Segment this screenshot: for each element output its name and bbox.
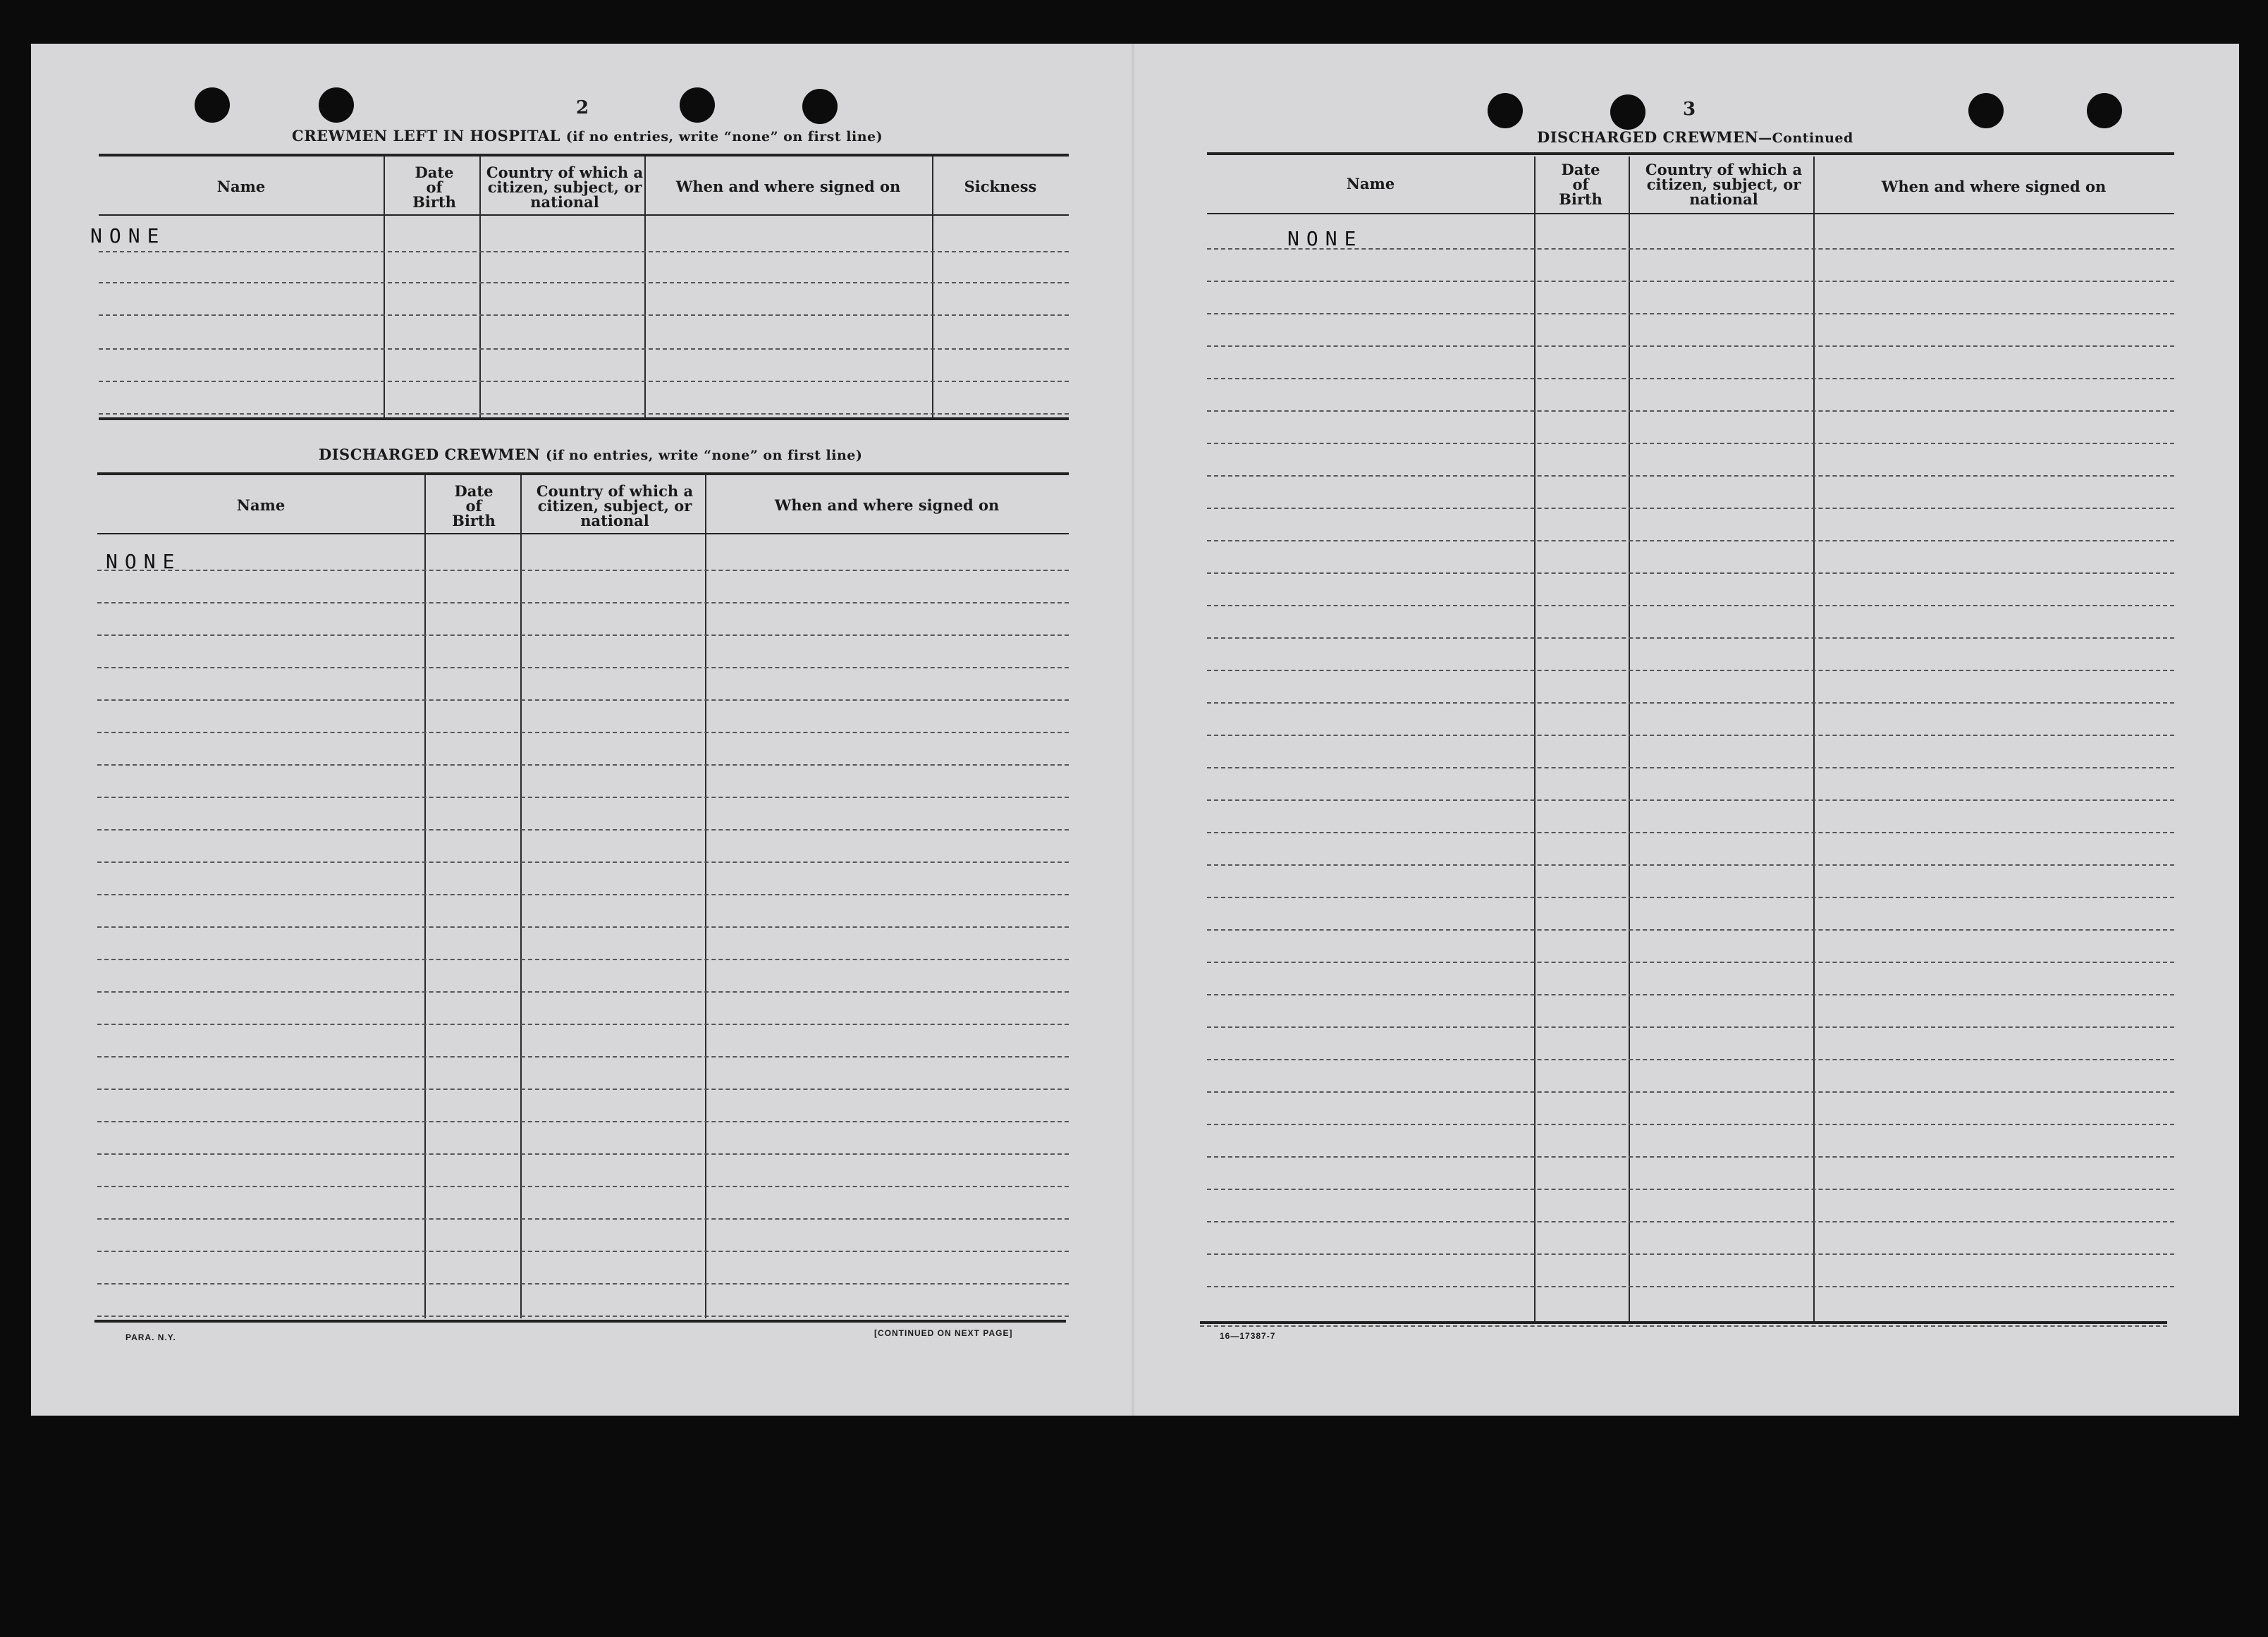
page-fold	[1132, 44, 1134, 1416]
footer-continued-note: [CONTINUED ON NEXT PAGE]	[874, 1328, 1013, 1338]
discharged-continued-title-text: DISCHARGED CREWMEN	[1537, 128, 1759, 146]
discharged-header-dob: Date of Birth	[452, 482, 496, 529]
hospital-title-text: CREWMEN LEFT IN HOSPITAL	[292, 127, 560, 145]
hospital-col-divider	[644, 157, 646, 417]
discharged-entry-none: NONE	[106, 550, 182, 573]
hospital-section-title	[292, 127, 883, 145]
footer-printer-mark: PARA. N.Y.	[125, 1332, 176, 1342]
discharged-continued-suffix: —Continued	[1758, 130, 1853, 146]
discharged-header-rule	[97, 533, 1069, 534]
page-number-right: 3	[1682, 99, 1696, 120]
punch-hole	[319, 87, 354, 123]
page-number-left: 2	[575, 97, 589, 118]
discharged-section-title	[319, 446, 862, 463]
discharged-title-note: (if no entries, write “none” on first line)	[545, 448, 863, 463]
discharged-bottom-rule	[94, 1320, 1066, 1323]
punch-hole	[195, 87, 230, 123]
hospital-bottom-rule	[99, 417, 1069, 420]
hospital-header-rule	[99, 214, 1069, 216]
discharged-top-rule	[97, 472, 1069, 475]
hospital-col-divider	[932, 157, 933, 417]
right-bottom-rule	[1200, 1321, 2167, 1324]
right-col-divider	[1629, 157, 1630, 1321]
hospital-top-rule	[99, 154, 1069, 157]
discharged-header-country: Country of which a citizen, subject, or national	[536, 482, 694, 529]
discharged-title-text: DISCHARGED CREWMEN	[319, 446, 541, 463]
hospital-title-note: (if no entries, write “none” on first line)	[565, 129, 883, 145]
hospital-header-name: Name	[216, 178, 266, 195]
right-col-divider	[1534, 157, 1536, 1321]
punch-hole	[1968, 93, 2004, 128]
right-header-signed-on: When and where signed on	[1881, 178, 2107, 195]
hospital-col-divider	[479, 157, 481, 417]
right-top-rule	[1207, 152, 2174, 155]
punch-hole	[1488, 93, 1523, 128]
hospital-entry-none: NONE	[90, 224, 166, 247]
right-header-dob: Date of Birth	[1559, 161, 1602, 208]
right-col-divider	[1813, 157, 1815, 1321]
right-header-rule	[1207, 213, 2174, 214]
discharged-header-signed-on: When and where signed on	[774, 496, 1000, 514]
punch-hole	[2087, 93, 2122, 128]
right-entry-none: NONE	[1287, 227, 1363, 250]
punch-hole	[802, 89, 838, 124]
discharged-header-name: Name	[236, 496, 286, 514]
punch-hole	[680, 87, 715, 123]
hospital-header-dob: Date of Birth	[412, 164, 456, 211]
footer-form-number: 16—17387-7	[1220, 1331, 1276, 1341]
right-header-name: Name	[1346, 175, 1395, 192]
hospital-header-signed-on: When and where signed on	[675, 178, 901, 195]
hospital-header-sickness: Sickness	[964, 178, 1037, 195]
punch-hole	[1610, 94, 1645, 130]
discharged-continued-title	[1537, 128, 1853, 146]
hospital-col-divider	[384, 157, 385, 417]
hospital-header-country: Country of which a citizen, subject, or national	[486, 164, 644, 211]
right-header-country: Country of which a citizen, subject, or national	[1645, 161, 1803, 208]
